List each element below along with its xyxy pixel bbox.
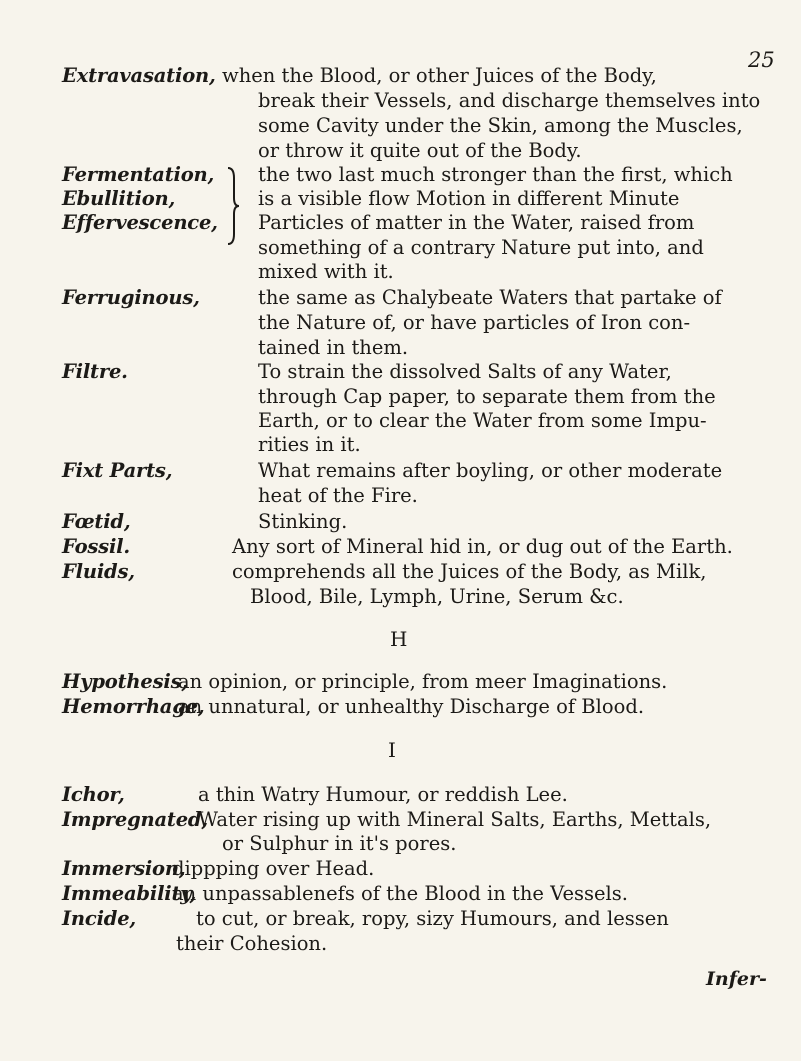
def-line: break their Vessels, and discharge themselves into: [258, 89, 761, 112]
term-filtre: Filtre.: [62, 360, 128, 383]
def-line: through Cap paper, to separate them from the: [258, 385, 716, 408]
def-line: to cut, or break, ropy, sizy Humours, and lessen: [196, 907, 669, 930]
def-line: heat of the Fire.: [258, 484, 418, 507]
def-line: What remains after boyling, or other moderate: [258, 459, 723, 482]
def-line: an opinion, or principle, from meer Imaginations.: [178, 670, 668, 693]
def-line: Water rising up with Mineral Salts, Earths, Mettals,: [198, 808, 712, 831]
def-line: an unnatural, or unhealthy Discharge of Blood.: [178, 695, 645, 718]
def-line: or throw it quite out of the Body.: [258, 139, 582, 162]
term-hemorrhage: Hemorrhage,: [62, 695, 205, 718]
term-fluids: Fluids,: [62, 560, 135, 583]
term-extravasation: Extravasation,: [62, 64, 216, 87]
def-line: rities in it.: [258, 433, 361, 456]
term-foetid: Fœtid,: [62, 510, 131, 533]
def-line: is a visible flow Motion in different Minute: [258, 187, 680, 210]
def-line: tained in them.: [258, 336, 409, 359]
def-line: Blood, Bile, Lymph, Urine, Serum &c.: [250, 585, 624, 608]
term-fossil: Fossil.: [62, 535, 130, 558]
def-line: the Nature of, or have particles of Iron con-: [258, 311, 691, 334]
def-line: To strain the dissolved Salts of any Water,: [258, 360, 672, 383]
def-line: the same as Chalybeate Waters that partake of: [258, 286, 722, 309]
section-heading-h: H: [390, 627, 409, 651]
page-number: 25: [748, 48, 775, 72]
term-immersion: Immersion,: [62, 857, 186, 880]
def-line: the two last much stronger than the first, which: [258, 163, 733, 186]
catchword: Infer-: [706, 968, 767, 990]
def-line: some Cavity under the Skin, among the Muscles,: [258, 114, 743, 137]
term-immeability: Immeability,: [62, 882, 197, 905]
section-heading-i: I: [388, 738, 397, 762]
def-line: when the Blood, or other Juices of the Body,: [222, 64, 657, 87]
def-line: or Sulphur in it's pores.: [222, 832, 457, 855]
def-line: mixed with it.: [258, 260, 394, 283]
def-line: Any sort of Mineral hid in, or dug out of the Earth.: [232, 535, 733, 558]
term-hypothesis: Hypothesis,: [62, 670, 188, 693]
brace-icon: [226, 166, 240, 246]
def-line: Stinking.: [258, 510, 348, 533]
def-line: their Cohesion.: [176, 932, 328, 955]
def-line: Particles of matter in the Water, raised from: [258, 211, 695, 234]
term-fermentation: Fermentation,: [62, 163, 215, 186]
def-line: something of a contrary Nature put into, and: [258, 236, 704, 259]
term-ichor: Ichor,: [62, 783, 125, 806]
term-fixt-parts: Fixt Parts,: [62, 459, 173, 482]
def-line: Earth, or to clear the Water from some Impu-: [258, 409, 707, 432]
term-effervescence: Effervescence,: [62, 211, 218, 234]
term-ferruginous: Ferruginous,: [62, 286, 200, 309]
def-line: dippping over Head.: [172, 857, 375, 880]
def-line: a thin Watry Humour, or reddish Lee.: [198, 783, 568, 806]
def-line: an unpassablenefs of the Blood in the Vessels.: [172, 882, 629, 905]
term-ebullition: Ebullition,: [62, 187, 176, 210]
term-incide: Incide,: [62, 907, 137, 930]
def-line: comprehends all the Juices of the Body, as Milk,: [232, 560, 707, 583]
term-impregnated: Impregnated,: [62, 808, 208, 831]
